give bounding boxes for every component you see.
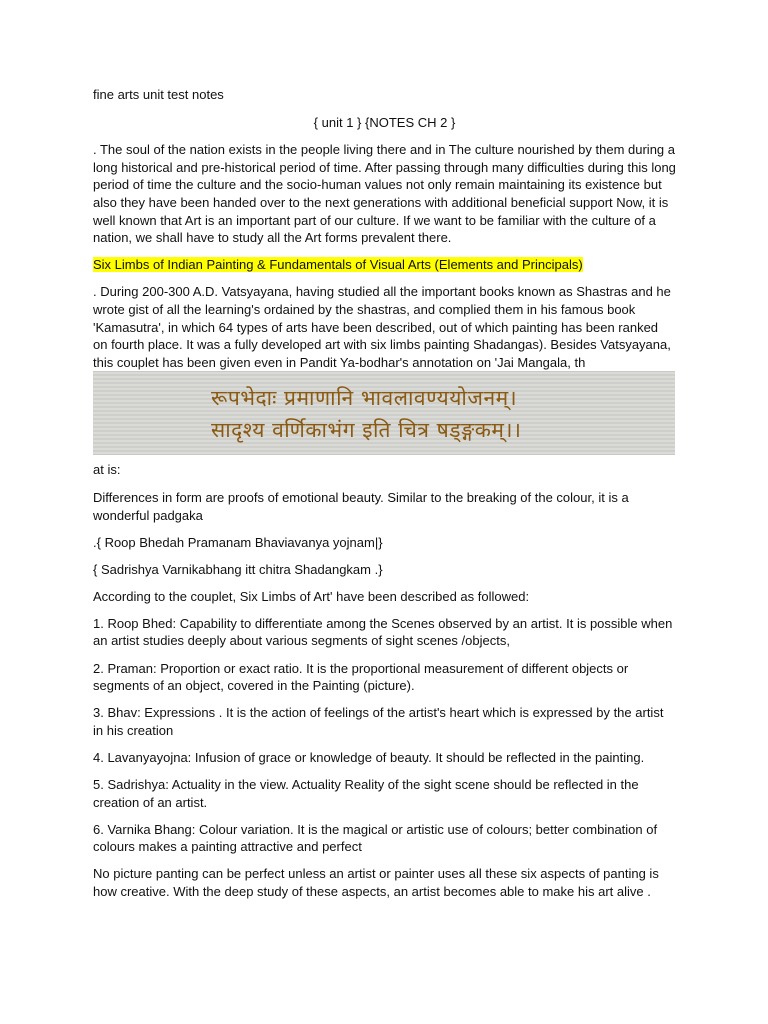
intro-paragraph: . The soul of the nation exists in the people living there and in The culture nourished by them during a long historical and pre-historical period of time. After passing through many difficulties during this long period of time the culture and the socio-human values not only remain maintaining its existence but also they have been handed over to the next generations with additional beneficial support Now, it is well known that Art is an important part of our culture. If we want to be familiar with the culture of a nation, we shall have to study all the Art forms prevalent there. — [93, 142, 676, 246]
at-is-text: at is: — [93, 462, 121, 478]
translation-paragraph: Differences in form are proofs of emotional beauty. Similar to the breaking of the colour, it is a wonderful padgaka — [93, 489, 629, 523]
limb-item-5: 5. Sadrishya: Actuality in the view. Actuality Reality of the sight scene should be reflected in the creation of an artist. — [93, 777, 639, 810]
limb-item-3: 3. Bhav: Expressions . It is the action of feelings of the artist's heart which is expressed by the artist in his creation — [93, 705, 664, 738]
sanskrit-line-1: रूपभेदाः प्रमाणानि भावलावण्ययोजनम्। — [211, 386, 518, 411]
according-paragraph: According to the couplet, Six Limbs of Art' have been described as followed: — [93, 588, 530, 604]
limb-item-6: 6. Varnika Bhang: Colour variation. It is the magical or artistic use of colours; better combination of colours makes a painting attractive and perfect — [93, 821, 658, 855]
limb-item-2: 2. Praman: Proportion or exact ratio. It is the proportional measurement of different objects or segments of an object, covered in the Painting (picture). — [93, 660, 629, 694]
conclusion-paragraph: No picture panting can be perfect unless an artist or painter uses all these six aspects of panting is how creative. With the deep study of these aspects, an artist becomes able to make his art alive . — [93, 866, 659, 899]
transliteration-line-2: { Sadrishya Varnikabhang itt chitra Shadangkam .} — [93, 561, 383, 577]
sanskrit-couplet-image — [93, 371, 675, 455]
vatsyayana-paragraph: . During 200-300 A.D. Vatsyayana, having studied all the important books known as Shastras and he wrote gist of all the learning's ordained by the shastras, and complied them in his famous book 'Kamasutra', in which 64 types of arts have been described, out of which painting has been ranked on fourth place. It was a fully developed art with six limbs painting Shadangas). Besides Vatsyayana, this couplet has been given even in Pandit Ya-bodhar's annotation on 'Jai Mangala, th — [93, 284, 671, 370]
doc-title: fine arts unit test notes — [93, 87, 224, 102]
section-heading-wrap — [93, 256, 676, 274]
transliteration-line-1: .{ Roop Bhedah Pramanam Bhaviavanya yojnam|} — [93, 534, 383, 550]
limb-item-1: 1. Roop Bhed: Capability to differentiate among the Scenes observed by an artist. It is possible when an artist studies deeply about various segments of sight scenes /objects, — [93, 615, 673, 649]
doc-subtitle: { unit 1 } {NOTES CH 2 } — [313, 114, 456, 130]
highlighted-heading: Six Limbs of Indian Painting & Fundamentals of Visual Arts (Elements and Principals) — [93, 257, 583, 273]
limb-item-4: 4. Lavanyayojna: Infusion of grace or knowledge of beauty. It should be reflected in the painting. — [93, 749, 645, 765]
sanskrit-line-2: सादृश्य वर्णिकाभंग इति चित्र षड्ङ्गकम्।। — [211, 418, 522, 443]
